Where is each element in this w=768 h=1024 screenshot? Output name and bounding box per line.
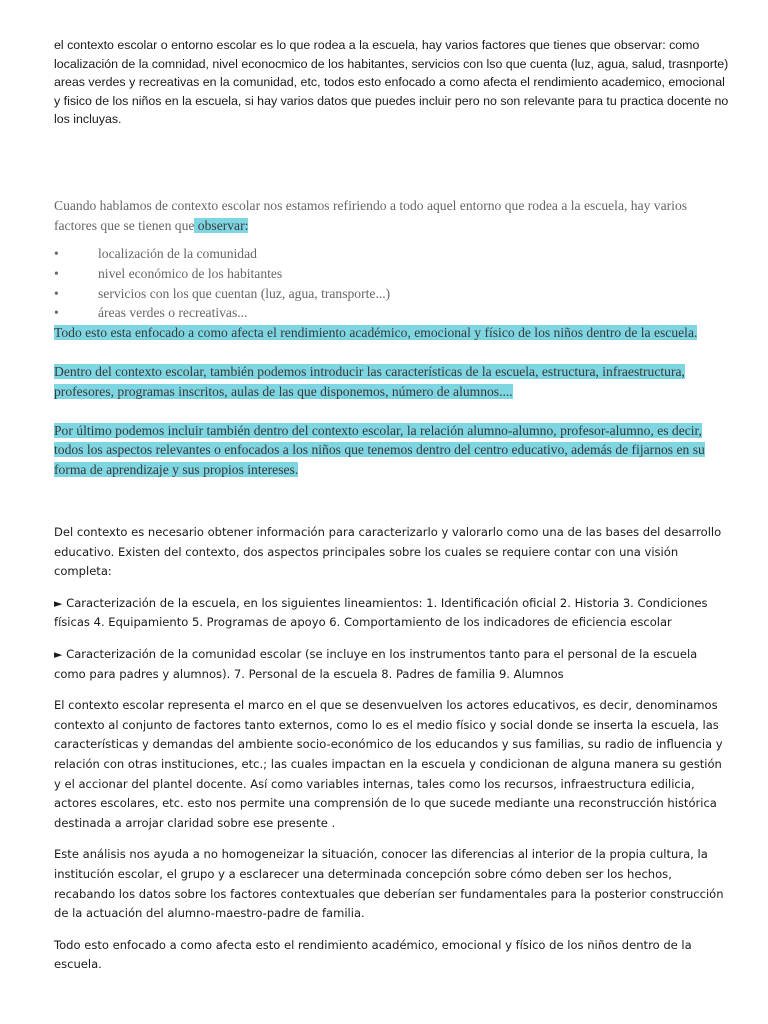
list-item-text: áreas verdes o recreativas...	[98, 305, 248, 321]
analysis-section	[54, 523, 730, 987]
bullet-icon: •	[54, 305, 59, 321]
community-characterization-paragraph	[54, 645, 730, 684]
list-item-text: servicios con los que cuentan (luz, agua, transporte...)	[98, 285, 391, 301]
closing-paragraph: Todo esto enfocado a como afecta esto el rendimiento académico, emocional y físico de los niños dentro de la escuela.	[54, 937, 692, 972]
community-characterization-text: Caracterización de la comunidad escolar (se incluye en los instrumentos tanto para el personal de la escuela como para padres y alumnos). 7. Personal de la escuela 8. Padres de familia 9. Alumnos	[54, 646, 698, 681]
highlighted-paragraph-1	[54, 323, 722, 343]
triangle-pointer-icon: ►	[54, 596, 63, 610]
triangle-pointer-icon: ►	[54, 647, 63, 661]
analysis-paragraph: Este análisis nos ayuda a no homogeneizar la situación, conocer las diferencias al interior de la propia cultura, la institución escolar, el grupo y a esclarecer una determinada concepción sobre cómo deben ser los hechos, recabando los datos sobre los factores contextuales que deberían ser fundamentales para la posterior construcción de la actuación del alumno-maestro-padre de familia.	[54, 847, 724, 921]
list-item	[54, 284, 722, 304]
school-characterization-paragraph	[54, 594, 730, 633]
school-characterization-text: Caracterización de la escuela, en los siguientes lineamientos: 1. Identificación oficial 2. Historia 3. Condiciones físicas 4. Equipamiento 5. Programas de apoyo 6. Comportamiento de los indicadores de eficiencia escolar	[54, 595, 708, 630]
highlighted-text: Todo esto esta enfocado a como afecta el rendimiento académico, emocional y físico de los niños dentro de la escuela.	[54, 325, 698, 341]
context-intro-text: Cuando hablamos de contexto escolar nos estamos refiriendo a todo aquel entorno que rodea a la escuela, hay varios factores que se tienen que	[54, 198, 688, 233]
bullet-icon: •	[54, 265, 59, 281]
list-item-text: localización de la comunidad	[98, 246, 257, 261]
list-item-text: nivel económico de los habitantes	[98, 265, 283, 281]
factors-bullet-list	[54, 244, 722, 323]
bullet-icon: •	[54, 285, 59, 301]
highlighted-observar: observar:	[194, 217, 249, 233]
intro-paragraph: el contexto escolar o entorno escolar es lo que rodea a la escuela, hay varios factores que tienes que observar: como localización de la comnidad, nivel econocmico de los habitantes, servicios con lso que cuenta (luz, agua, salud, trasnporte) areas verdes y recreativas en la comunidad, etc, todos esto enfocado a como afecta el rendimiento academico, emocional y fisico de los niños en la escuela, si hay varios datos que puedes incluir pero no son relevante para tu practica docente no los incluyas.	[54, 38, 729, 126]
context-intro-paragraph	[54, 196, 722, 235]
highlighted-paragraph-3	[54, 421, 722, 480]
highlighted-text: Por último podemos incluir también dentro del contexto escolar, la relación alumno-alumno, profesor-alumno, es decir, todos los aspectos relevantes o enfocados a los niños que tenemos dentro del centro educativo, además de fijarnos en su forma de aprendizaje y sus propios intereses.	[54, 422, 705, 477]
list-item	[54, 303, 722, 323]
list-item	[54, 244, 722, 264]
list-item	[54, 264, 722, 284]
highlighted-text: Dentro del contexto escolar, también podemos introducir las características de la escuela, estructura, infraestructura, profesores, programas inscritos, aulas de las que disponemos, número de alumnos....	[54, 364, 685, 399]
highlighted-paragraph-2	[54, 362, 722, 401]
school-context-paragraph: El contexto escolar representa el marco en el que se desenvuelven los actores educativos, es decir, denominamos contexto al conjunto de factores tanto externos, como lo es el medio físico y social donde se inserta la escuela, las características y demandas del ambiente socio-económico de los educandos y sus familias, su radio de influencia y relación con otras instituciones, etc.; las cuales impactan en la escuela y condicionan de alguna manera su gestión y el accionar del plantel docente. Así como variables internas, tales como los recursos, infraestructura edilicia, actores escolares, etc. esto nos permite una comprensión de lo que sucede mediante una reconstrucción histórica destinada a arrojar claridad sobre ese presente .	[54, 698, 723, 830]
bullet-icon: •	[54, 246, 59, 261]
serif-section	[54, 196, 722, 479]
context-info-paragraph: Del contexto es necesario obtener información para caracterizarlo y valorarlo como una de las bases del desarrollo educativo. Existen del contexto, dos aspectos principales sobre los cuales se requiere contar con una visión completa:	[54, 525, 722, 579]
